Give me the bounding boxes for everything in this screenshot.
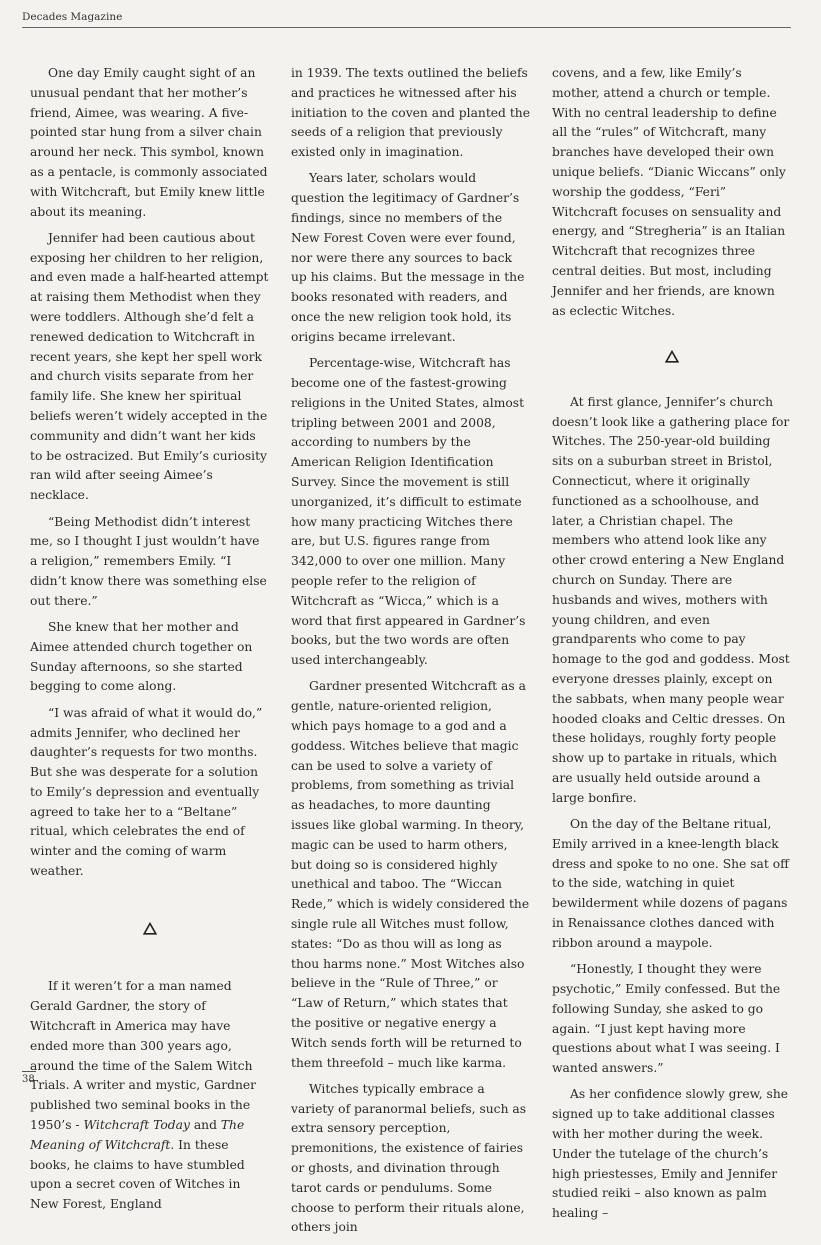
triangle-ornament-icon	[665, 350, 679, 363]
paragraph: “Being Methodist didn’t interest me, so I thought I just wouldn’t have a religion,” remembers Emily. “I didn’t know there was something else out there.”	[30, 514, 267, 608]
paragraph: “I was afraid of what it would do,” admits Jennifer, who declined her daughter’s requests for two months. But she was desperate for a solution to Emily’s depression and eventually agreed to take her to a “Beltane” ritual, which celebrates the end of winter and the coming of warm weather.	[30, 705, 263, 879]
paragraph: Witches typically embrace a variety of paranormal beliefs, such as extra sensory perception, premonitions, the existence of fairies or ghosts, and divination through tarot cards or pendulums. Some choose to perform their rituals alone, others join	[291, 1081, 527, 1235]
column-3	[552, 64, 792, 1231]
column-1	[30, 64, 270, 1221]
book-title: The Meaning of Witchcraft	[30, 1117, 245, 1152]
column-2	[291, 64, 531, 1245]
paragraph: “Honestly, I thought they were psychotic,” Emily confessed. But the following Sunday, she asked to go again. “I just kept having more questions about what I was seeing. I wanted answers.”	[552, 962, 781, 1076]
book-title: Witchcraft Today	[83, 1117, 190, 1132]
triangle-ornament-icon	[143, 922, 157, 935]
magazine-header: Decades Magazine	[22, 11, 123, 23]
paragraph: Percentage-wise, Witchcraft has become one of the fastest-growing religions in the United States, almost tripling between 2001 and 2008, according to numbers by the American Religion Identification Survey. Since the movement is still unorganized, it’s difficult to estimate how many practicing Witches there are, but U.S. figures range from 342,000 to over one million. Many people refer to the religion of Witchcraft as “Wicca,” which is a word that first appeared in Gardner’s books, but the two words are often used interchangeably.	[291, 356, 526, 668]
paragraph: One day Emily caught sight of an unusual pendant that her mother’s friend, Aimee, was wearing. A five-pointed star hung from a silver chain around her neck. This symbol, known as a pentacle, is commonly associated with Witchcraft, but Emily knew little about its meaning.	[30, 66, 268, 219]
paragraph: At first glance, Jennifer’s church doesn’t look like a gathering place for Witches. The 250-year-old building sits on a suburban street in Bristol, Connecticut, where it originally functioned as a schoolhouse, and later, a Christian chapel. The members who attend look like any other crowd entering a New England church on Sunday. There are husbands and wives, mothers with young children, and even grandparents who come to pay homage to the god and goddess. Most everyone dresses plainly, except on the sabbats, when many people wear hooded cloaks and Celtic dresses. On these holidays, roughly forty people show up to partake in rituals, which are usually held outside around a large bonfire.	[552, 394, 790, 805]
paragraph: She knew that her mother and Aimee attended church together on Sunday afternoons, so she started begging to come along.	[30, 620, 253, 694]
paragraph: Gardner presented Witchcraft as a gentle, nature-oriented religion, which pays homage to a god and a goddess. Witches believe that magic can be used to solve a variety of problems, from something as trivial as headaches, to more daunting issues like global warming. In theory, magic can be used to harm others, but doing so is considered highly unethical and taboo. The “Wiccan Rede,” which is widely considered the single rule all Witches must follow, states: “Do as thou will as long as thou harms none.” Most Witches also believe in the “Rule of Three,” or “Law of Return,” which states that the positive or negative energy a Witch sends forth will be returned to them threefold – much like karma.	[291, 679, 530, 1070]
paragraph: Jennifer had been cautious about exposing her children to her religion, and even made a half-hearted attempt at raising them Methodist when they were toddlers. Although she’d felt a renewed dedication to Witchcraft in recent years, she kept her spell work and church visits separate from her family life. She knew her spiritual beliefs weren’t widely accepted in the community and didn’t want her kids to be ostracized. But Emily’s curiosity ran wild after seeing Aimee’s necklace.	[30, 230, 269, 503]
paragraph: As her confidence slowly grew, she signed up to take additional classes with her mother during the week. Under the tutelage of the church’s high priestesses, Emily and Jennifer studied reiki – also known as palm healing –	[552, 1087, 789, 1221]
paragraph: covens, and a few, like Emily’s mother, attend a church or temple. With no central leadership to define all the “rules” of Witchcraft, many branches have developed their own unique beliefs. “Dianic Wiccans” only worship the goddess, “Feri” Witchcraft focuses on sensuality and energy, and “Stregheria” is an Italian Witchcraft that recognizes three central deities. But most, including Jennifer and her friends, are known as eclectic Witches.	[552, 66, 786, 318]
page-number: 38	[22, 1074, 35, 1085]
header-rule	[22, 27, 791, 28]
page-number-rule	[22, 1071, 36, 1072]
paragraph: in 1939. The texts outlined the beliefs and practices he witnessed after his initiation to the coven and planted the seeds of a religion that previously existed only in imagination.	[291, 66, 530, 160]
paragraph: On the day of the Beltane ritual, Emily arrived in a knee-length black dress and spoke to no one. She sat off to the side, watching in quiet bewilderment while dozens of pagans in Renaissance clothes danced with ribbon around a maypole.	[552, 817, 789, 950]
paragraph: If it weren’t for a man named Gerald Gardner, the story of Witchcraft in America may have ended more than 300 years ago, around the time of the Salem Witch Trials. A writer and mystic, Gardner published two seminal books in the 1950’s - Witchcraft Today and The Meaning of Witchcraft. In these books, he claims to have stumbled upon a secret coven of Witches in New Forest, England	[30, 979, 257, 1212]
paragraph: Years later, scholars would question the legitimacy of Gardner’s findings, since no members of the New Forest Coven were ever found, nor were there any sources to back up his claims. But the message in the books resonated with readers, and once the new religion took hold, its origins became irrelevant.	[291, 171, 525, 344]
